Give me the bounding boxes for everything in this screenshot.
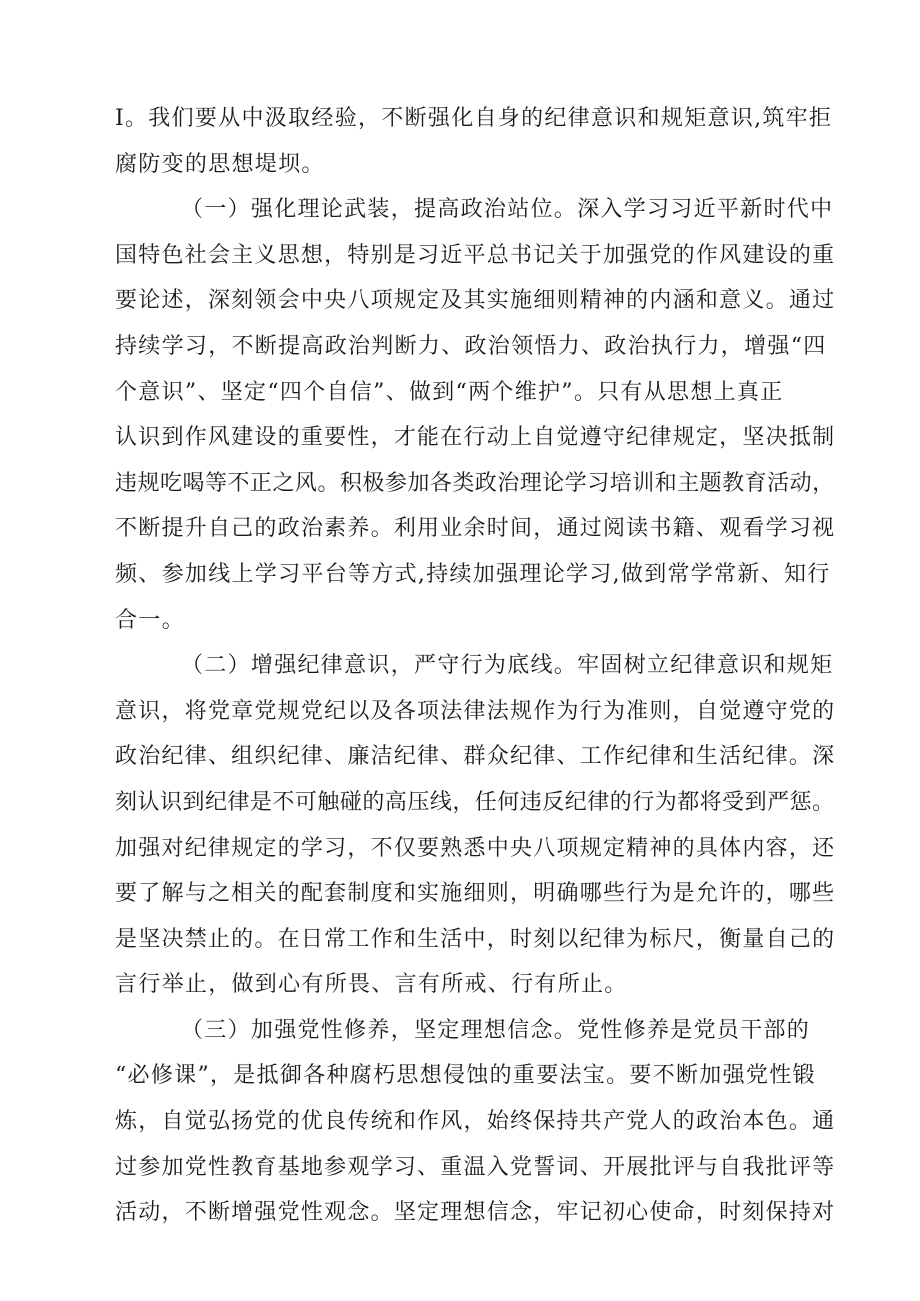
text-line: 要了解与之相关的配套制度和实施细则，明确哪些行为是允许的，哪些 <box>115 881 836 907</box>
text-line: 个意识”、坚定“四个自信”、做到“两个维护”。只有从思想上真正 <box>115 379 784 405</box>
text-line: 腐防变的思想堤坝。 <box>115 151 325 177</box>
text-line: 国特色社会主义思想，特别是习近平总书记关于加强党的作风建设的重 <box>115 242 836 268</box>
text-line: 意识，将党章党规党纪以及各项法律法规作为行为准则，自觉遵守党的 <box>115 698 836 724</box>
text-line: 认识到作风建设的重要性，才能在行动上自觉遵守纪律规定，坚决抵制 <box>115 425 836 451</box>
text-line: 活动，不断增强党性观念。坚定理想信念，牢记初心使命，时刻保持对 <box>115 1200 836 1226</box>
text-line: “必修课”，是抵御各种腐朽思想侵蚀的重要法宝。要不断加强党性锻 <box>115 1063 816 1089</box>
text-line: 不断提升自己的政治素养。利用业余时间，通过阅读书籍、观看学习视 <box>115 516 836 542</box>
text-line: 频、参加线上学习平台等方式,持续加强理论学习,做到常学常新、知行 <box>115 561 831 587</box>
text-line: 刻认识到纪律是不可触碰的高压线，任何违反纪律的行为都将受到严惩。 <box>115 789 835 815</box>
text-line: 政治纪律、组织纪律、廉洁纪律、群众纪律、工作纪律和生活纪律。深 <box>115 744 836 770</box>
document-body <box>115 96 835 1236</box>
text-line: 是坚决禁止的。在日常工作和生活中，时刻以纪律为标尺，衡量自己的 <box>115 926 836 952</box>
paragraph-first-line: （一）强化理论武装，提高政治站位。深入学习习近平新时代中 <box>181 197 834 223</box>
text-line: 加强对纪律规定的学习，不仅要熟悉中央八项规定精神的具体内容，还 <box>115 835 836 861</box>
paragraph-first-line: （三）加强党性修养，坚定理想信念。党性修养是党员干部的 <box>181 1017 811 1043</box>
text-line: 要论述，深刻领会中央八项规定及其实施细则精神的内涵和意义。通过 <box>115 288 836 314</box>
text-line: 合一。 <box>115 607 185 633</box>
text-line: 炼，自觉弘扬党的优良传统和作风，始终保持共产党人的政治本色。通 <box>115 1109 836 1135</box>
text-line: I。我们要从中汲取经验，不断强化自身的纪律意识和规矩意识,筑牢拒 <box>115 106 833 131</box>
text-line: 过参加党性教育基地参观学习、重温入党誓词、开展批评与自我批评等 <box>115 1154 836 1180</box>
text-line: 持续学习，不断提高政治判断力、政治领悟力、政治执行力，增强“四 <box>115 333 827 359</box>
text-line: 言行举止，做到心有所畏、言有所戒、行有所止。 <box>115 972 628 998</box>
text-line: 违规吃喝等不正之风。积极参加各类政治理论学习培训和主题教育活动， <box>115 470 835 496</box>
paragraph-first-line: （二）增强纪律意识，严守行为底线。牢固树立纪律意识和规矩 <box>181 653 834 679</box>
